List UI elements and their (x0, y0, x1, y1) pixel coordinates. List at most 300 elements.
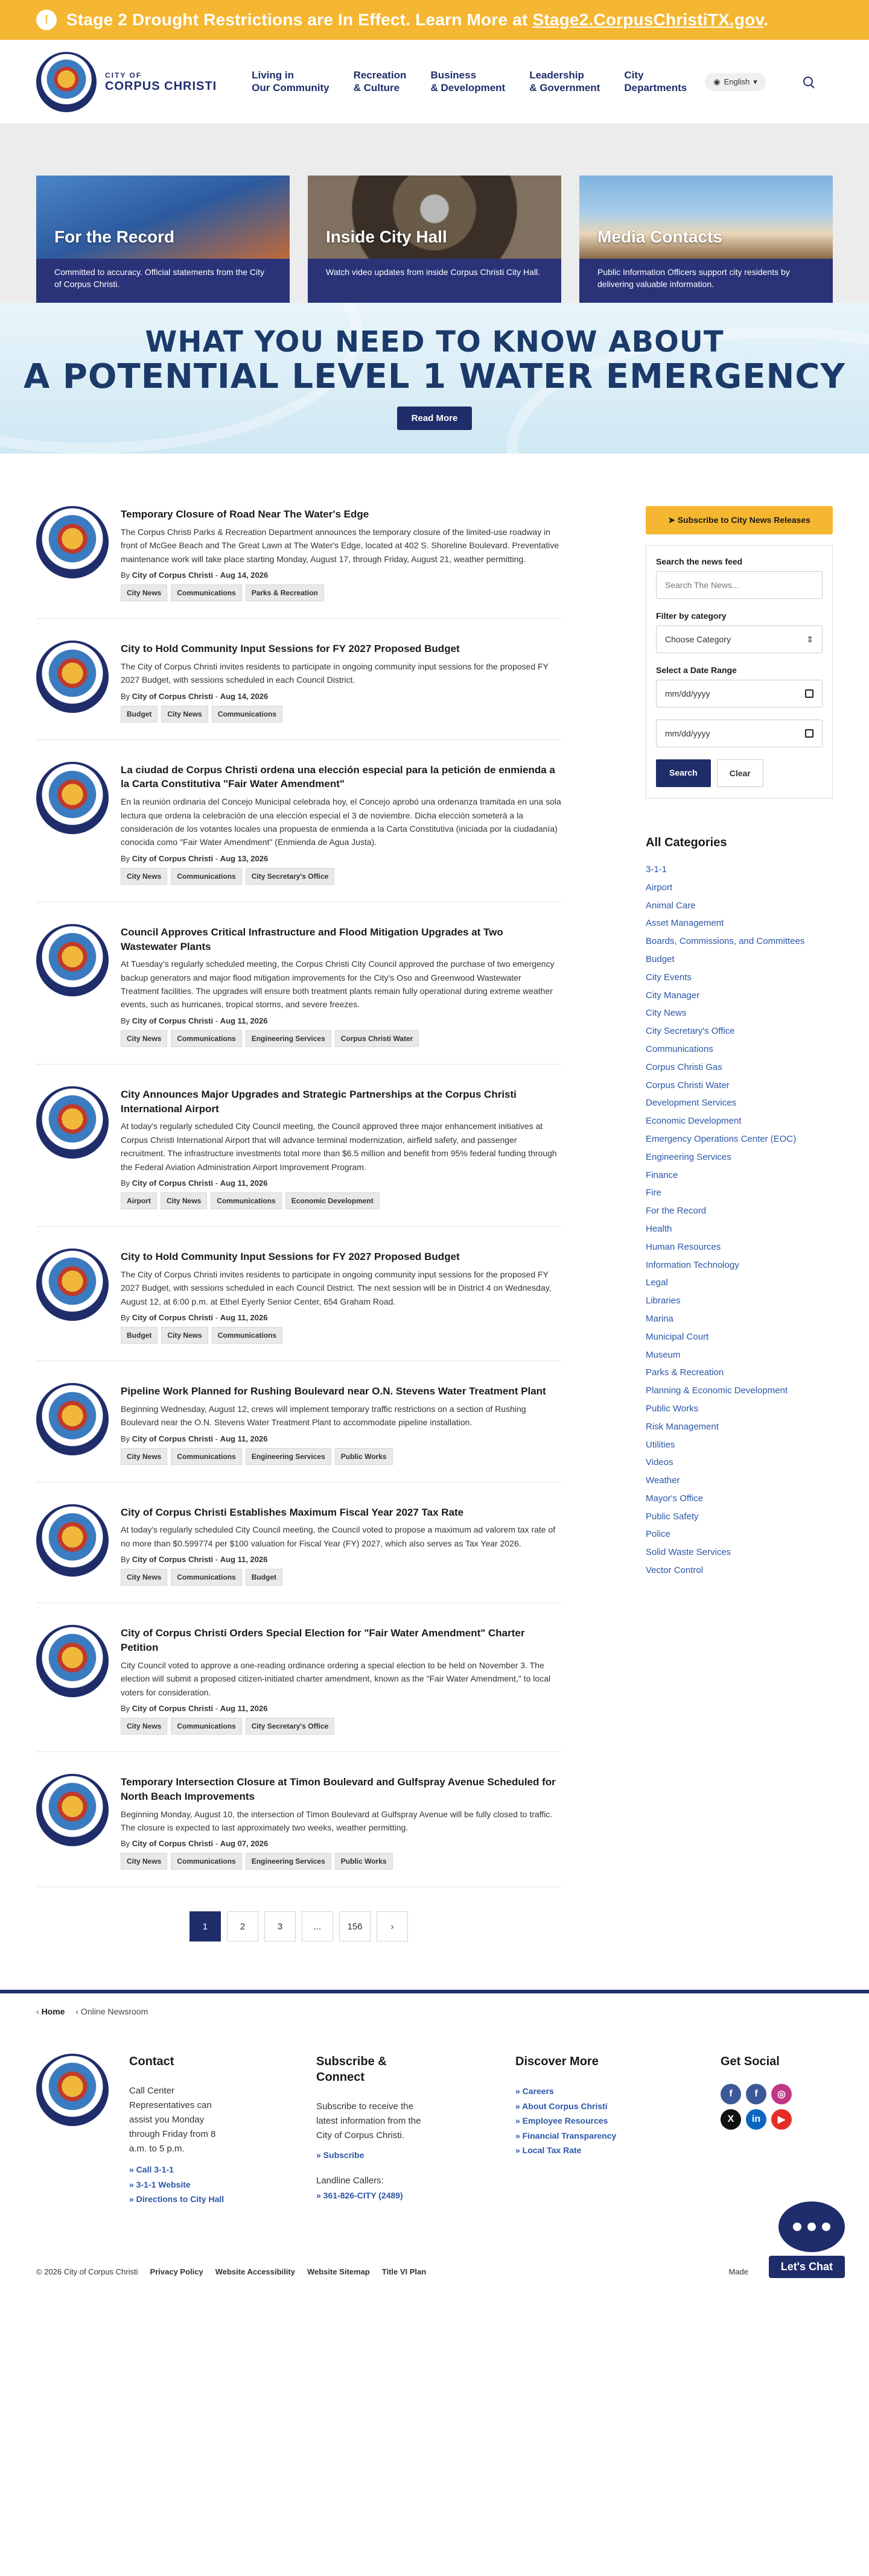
footer-columns (0, 2030, 869, 2207)
article-tag[interactable]: Engineering Services (246, 1448, 331, 1465)
category-link[interactable]: Museum (646, 1349, 681, 1360)
contact-link[interactable]: » 3-1-1 Website (129, 2179, 191, 2189)
news-article (36, 762, 561, 902)
discover-link[interactable]: » Financial Transparency (515, 2130, 617, 2141)
footer-seal-logo (36, 2054, 109, 2126)
category-link[interactable]: Health (646, 1223, 672, 1234)
article-seal-thumbnail[interactable] (36, 641, 109, 713)
landline-text: Landline Callers: (316, 2175, 384, 2186)
page-button[interactable]: 2 (227, 1911, 258, 1941)
category-link[interactable]: Municipal Court (646, 1331, 709, 1342)
footer-social (721, 2054, 805, 2207)
select-arrows-icon: ⇕ (806, 634, 813, 644)
article-tag[interactable]: City News (161, 706, 208, 723)
discover-link[interactable]: » Employee Resources (515, 2116, 608, 2126)
alert-prefix: Stage 2 Drought Restrictions are In Effect. Learn More at (66, 10, 533, 29)
category-link[interactable]: Economic Development (646, 1116, 742, 1127)
article-author: City of Corpus Christi (132, 570, 214, 580)
article-tag[interactable]: Economic Development (285, 1192, 380, 1209)
article-tag[interactable]: Communications (212, 1327, 282, 1344)
article-tag[interactable]: Communications (171, 584, 241, 601)
feature-card-record[interactable] (36, 176, 290, 303)
category-link[interactable]: Utilities (646, 1439, 675, 1450)
feature-title: Media Contacts (597, 227, 722, 246)
category-label: Filter by category (656, 611, 727, 621)
article-separator: - (213, 1839, 220, 1849)
clear-button[interactable]: Clear (717, 759, 763, 787)
article-separator: - (213, 1434, 220, 1443)
article-title[interactable]: Temporary Closure of Road Near The Water's Edge (121, 508, 369, 520)
date-from-input[interactable] (656, 680, 823, 707)
subscribe-button[interactable] (646, 506, 833, 534)
article-meta (121, 1434, 561, 1443)
discover-link[interactable]: » Careers (515, 2086, 554, 2097)
article-tag[interactable]: City Secretary's Office (246, 868, 335, 885)
news-article (36, 1625, 561, 1752)
site-header (0, 40, 869, 124)
logo-text (105, 72, 217, 92)
article-tag[interactable]: City News (161, 1327, 208, 1344)
category-link[interactable]: Solid Waste Services (646, 1547, 731, 1558)
made-text: Made (728, 2267, 748, 2277)
article-seal-thumbnail[interactable] (36, 1248, 109, 1321)
article-tags (121, 706, 561, 723)
article-tag[interactable]: Communications (171, 1448, 241, 1465)
nav-line: Recreation (353, 69, 407, 81)
globe-icon: ◉ (713, 77, 721, 86)
category-link[interactable]: City News (646, 1008, 687, 1019)
next-page-icon[interactable]: › (377, 1911, 408, 1941)
category-link[interactable]: Emergency Operations Center (EOC) (646, 1133, 797, 1144)
article-date: Aug 14, 2026 (220, 691, 269, 701)
article-summary: Beginning Wednesday, August 12, crews will implement temporary traffic restrictions on a section of Rushing Boulevard near the O.N. Stevens Water Treatment Plant to accommodate pipeline installation. (121, 1404, 526, 1428)
alert-bar (0, 0, 869, 40)
main-nav (252, 69, 687, 94)
facebook-icon[interactable]: f (746, 2084, 766, 2104)
article-meta (121, 692, 561, 701)
category-link[interactable]: Public Safety (646, 1511, 699, 1522)
article-tags (121, 1718, 561, 1735)
article-meta (121, 1555, 561, 1564)
article-tags (121, 1030, 561, 1047)
article-tags (121, 584, 561, 601)
legal-link[interactable]: Website Sitemap (307, 2267, 370, 2277)
category-link[interactable]: Police (646, 1529, 670, 1540)
article-separator: - (213, 1312, 220, 1322)
article-author: City of Corpus Christi (132, 853, 214, 863)
date-to-placeholder: mm/dd/yyyy (665, 729, 710, 738)
category-link[interactable]: Engineering Services (646, 1151, 731, 1162)
article-title[interactable]: Pipeline Work Planned for Rushing Boulevard near O.N. Stevens Water Treatment Plant (121, 1385, 546, 1397)
article-body (121, 1774, 561, 1870)
breadcrumb-current[interactable] (75, 2007, 148, 2016)
article-separator: - (213, 853, 220, 863)
contact-text: Call Center Representatives can assist you Monday through Friday from 8 a.m. to 5 p.m. (129, 2086, 216, 2154)
article-separator: - (213, 1016, 220, 1025)
article-summary: The Corpus Christi Parks & Recreation Department announces the temporary closure of the limited-use roadway in front of McGee Beach and The Great Lawn at The Water's Edge, located at 402 S. Shoreline Boulevard. Preventative maintenance work will take place starting Monday, August 17, through Friday, August 21, weather permitting. (121, 527, 559, 564)
category-link[interactable]: Asset Management (646, 918, 724, 929)
read-more-button[interactable]: Read More (397, 407, 473, 430)
article-separator: - (213, 1703, 220, 1713)
category-link[interactable]: Marina (646, 1313, 673, 1324)
category-link[interactable]: Corpus Christi Gas (646, 1062, 722, 1072)
article-by: By (121, 691, 132, 701)
category-link[interactable]: Planning & Economic Development (646, 1385, 788, 1396)
nav-item[interactable] (624, 69, 687, 94)
article-author: City of Corpus Christi (132, 1016, 214, 1025)
language-selector[interactable] (705, 73, 766, 91)
article-tag[interactable]: Budget (121, 706, 158, 723)
youtube-icon[interactable]: ▶ (771, 2109, 792, 2130)
news-article (36, 506, 561, 619)
subscribe-label: Subscribe to City News Releases (677, 515, 810, 525)
nav-line: Living in (252, 69, 294, 81)
article-separator: - (213, 570, 220, 580)
article-title[interactable]: City to Hold Community Input Sessions for FY 2027 Proposed Budget (121, 642, 460, 654)
article-tag[interactable]: Communications (211, 1192, 281, 1209)
category-link[interactable]: Weather (646, 1475, 680, 1486)
contact-title: Contact (129, 2055, 174, 2069)
instagram-icon[interactable]: ◎ (771, 2084, 792, 2104)
category-link[interactable]: Public Works (646, 1403, 699, 1414)
article-seal-thumbnail[interactable] (36, 1774, 109, 1846)
article-title[interactable]: Council Approves Critical Infrastructure and Flood Mitigation Upgrades at Two Wastewater Plants (121, 926, 503, 952)
feature-card-city-hall[interactable] (308, 176, 561, 303)
article-meta (121, 1016, 561, 1025)
article-summary: The City of Corpus Christi invites residents to participate in ongoing community input sessions for the proposed FY 2027 Budget, with sessions scheduled in each Council District. The next session will be in District 4 on Wednesday, August 12, at 6:00 p.m. at Ethel Eyerly Senior Center, 654 Graham Road. (121, 1269, 552, 1306)
date-to-input[interactable] (656, 720, 823, 747)
filter-buttons (656, 759, 823, 787)
article-tag[interactable]: Budget (121, 1327, 158, 1344)
article-title[interactable]: La ciudad de Corpus Christi ordena una elección especial para la petición de enmienda a la Carta Constitutiva "Fair Water Amendment" (121, 764, 555, 790)
article-seal-thumbnail[interactable] (36, 506, 109, 578)
footer-discover (515, 2054, 721, 2207)
article-tag[interactable]: City News (121, 584, 167, 601)
date-label: Select a Date Range (656, 665, 737, 675)
article-meta (121, 1839, 561, 1848)
article-author: City of Corpus Christi (132, 691, 214, 701)
category-link[interactable]: Development Services (646, 1098, 737, 1109)
article-date: Aug 11, 2026 (220, 1555, 268, 1565)
article-author: City of Corpus Christi (132, 1555, 214, 1565)
category-link[interactable]: Communications (646, 1043, 713, 1054)
subscribe-text: Subscribe to receive the latest information from the City of Corpus Christi. (316, 2101, 421, 2141)
search-input[interactable] (656, 571, 823, 599)
category-select[interactable] (656, 625, 823, 653)
feature-image (36, 176, 290, 259)
page-button[interactable]: 3 (264, 1911, 296, 1941)
page-button[interactable]: 156 (339, 1911, 371, 1941)
chevron-left-icon: ‹ (75, 2007, 81, 2017)
article-by: By (121, 570, 132, 580)
category-link[interactable]: Libraries (646, 1296, 681, 1306)
legal-bar (0, 2255, 869, 2289)
article-by: By (121, 1839, 132, 1849)
news-list (36, 506, 561, 1990)
footer-subscribe (316, 2054, 479, 2207)
article-summary: At today's regularly scheduled City Council meeting, the Council voted to propose a maximum ad valorem tax rate of no more than $0.599774 per $100 valuation for Fiscal Year (FY) 2027, which also serves as Tax Year 2026. (121, 1525, 556, 1548)
article-tag[interactable]: City News (121, 1448, 167, 1465)
category-link[interactable]: Information Technology (646, 1259, 739, 1270)
article-body (121, 1383, 561, 1465)
page-button[interactable]: ... (302, 1911, 333, 1941)
article-author: City of Corpus Christi (132, 1179, 214, 1188)
article-title[interactable]: City to Hold Community Input Sessions for FY 2027 Proposed Budget (121, 1251, 460, 1263)
article-by: By (121, 1703, 132, 1713)
feature-title: For the Record (54, 227, 175, 246)
category-link[interactable]: Human Resources (646, 1241, 721, 1252)
article-title[interactable]: Temporary Intersection Closure at Timon Boulevard and Gulfspray Avenue Scheduled for North Beach Improvements (121, 1776, 556, 1802)
news-article (36, 1383, 561, 1483)
nav-line: & Development (430, 81, 506, 93)
article-meta (121, 571, 561, 580)
x-icon[interactable]: X (721, 2109, 741, 2130)
article-tag[interactable]: Communications (171, 1718, 241, 1735)
article-tag[interactable]: Communications (171, 1030, 241, 1047)
news-article (36, 1504, 561, 1604)
article-tag[interactable]: Budget (246, 1569, 282, 1586)
article-title[interactable]: City Announces Major Upgrades and Strategic Partnerships at the Corpus Christi International Airport (121, 1088, 517, 1115)
article-tag[interactable]: City News (121, 1718, 167, 1735)
article-date: Aug 11, 2026 (220, 1434, 268, 1443)
category-link[interactable]: Boards, Commissions, and Committees (646, 936, 805, 947)
article-author: City of Corpus Christi (132, 1839, 214, 1849)
category-link[interactable]: Fire (646, 1188, 661, 1198)
article-tag[interactable]: Airport (121, 1192, 157, 1209)
category-link[interactable]: City Manager (646, 990, 700, 1001)
alert-link[interactable]: Stage2.CorpusChristiTX.gov (532, 10, 764, 29)
news-article (36, 1086, 561, 1227)
article-seal-thumbnail[interactable] (36, 1086, 109, 1159)
article-tag[interactable]: Communications (171, 1853, 241, 1870)
alert-text (66, 10, 768, 30)
nav-item[interactable] (252, 69, 329, 94)
send-icon: ➤ (668, 515, 678, 525)
article-body (121, 762, 561, 885)
category-link[interactable]: Mayor's Office (646, 1493, 704, 1504)
footer-subscribe-link[interactable]: » Subscribe (316, 2150, 364, 2160)
article-author: City of Corpus Christi (132, 1703, 214, 1713)
calendar-icon[interactable] (805, 729, 813, 738)
article-tag[interactable]: Communications (212, 706, 282, 723)
article-body (121, 1248, 561, 1344)
alert-icon: ! (36, 10, 57, 30)
article-separator: - (213, 1179, 220, 1188)
breadcrumb-current-label: Online Newsroom (81, 2007, 148, 2017)
article-separator: - (213, 1555, 220, 1565)
article-tag[interactable]: Corpus Christi Water (335, 1030, 419, 1047)
article-tag[interactable]: City News (161, 1192, 207, 1209)
article-seal-thumbnail[interactable] (36, 1504, 109, 1577)
article-tags (121, 1192, 561, 1209)
article-author: City of Corpus Christi (132, 1312, 214, 1322)
article-date: Aug 07, 2026 (220, 1839, 269, 1849)
category-link[interactable]: Risk Management (646, 1421, 719, 1432)
article-tags (121, 1327, 561, 1344)
legal-link[interactable]: Website Accessibility (215, 2267, 295, 2277)
category-link[interactable]: City Events (646, 972, 692, 983)
article-summary: At today's regularly scheduled City Council meeting, the Council approved three major enhancement initiatives at Corpus Christi International Airport that will advance terminal modernization, airfield safety, and passenger recruitment. The infrastructure investments total more than $6.5 million and benefit from 95% federal funding through the Federal Aviation Administration Airport Improvement Program. (121, 1121, 557, 1172)
category-link[interactable]: Vector Control (646, 1565, 704, 1576)
article-summary: At Tuesday's regularly scheduled meeting, the Corpus Christi City Council approved the purchase of two emergency backup generators and major flood mitigation improvements for the City's Oso and Greenwood Wastewater Treatment facilities. The upgrades will ensure both treatment plants remain fully operational during extreme weather events, such as hurricanes, tropical storms, and severe freezes. (121, 959, 555, 1010)
article-tags (121, 1853, 561, 1870)
article-summary: The City of Corpus Christi invites residents to participate in ongoing community input sessions for the proposed FY 2027 Budget, with sessions scheduled in each Council District. (121, 661, 549, 685)
article-body (121, 641, 561, 723)
chat-label[interactable]: Let's Chat (769, 2256, 845, 2278)
category-link[interactable]: Parks & Recreation (646, 1367, 724, 1378)
article-body (121, 1625, 561, 1735)
nav-item[interactable] (430, 69, 505, 94)
breadcrumb (0, 1993, 869, 2030)
article-date: Aug 11, 2026 (220, 1179, 268, 1188)
landline-link[interactable]: » 361-826-CITY (2489) (316, 2190, 403, 2200)
chevron-down-icon: ▾ (753, 77, 757, 86)
contact-link[interactable]: » Directions to City Hall (129, 2194, 224, 2204)
article-date: Aug 14, 2026 (220, 570, 269, 580)
feature-cards (0, 124, 869, 303)
nav-line: Leadership (529, 69, 584, 81)
banner-line-1: WHAT YOU NEED TO KNOW ABOUT (145, 325, 724, 359)
article-body (121, 1086, 561, 1209)
footer-contact (129, 2054, 268, 2207)
article-title[interactable]: City of Corpus Christi Establishes Maximum Fiscal Year 2027 Tax Rate (121, 1506, 464, 1518)
facebook-icon[interactable]: f (721, 2084, 741, 2104)
article-by: By (121, 1016, 132, 1025)
chat-widget[interactable] (769, 2201, 845, 2278)
subscribe-title: Subscribe & Connect (316, 2055, 387, 2084)
legal-link[interactable]: Title VI Plan (381, 2267, 427, 2277)
category-link[interactable]: Finance (646, 1169, 678, 1180)
banner-line-2: A POTENTIAL LEVEL 1 WATER EMERGENCY (24, 357, 845, 397)
date-from-placeholder: mm/dd/yyyy (665, 689, 710, 698)
contact-link[interactable]: » Call 3-1-1 (129, 2165, 174, 2175)
article-by: By (121, 1555, 132, 1565)
article-meta (121, 1313, 561, 1322)
linkedin-icon[interactable]: in (746, 2109, 766, 2130)
news-article (36, 641, 561, 740)
news-article (36, 1248, 561, 1361)
news-article (36, 924, 561, 1065)
article-date: Aug 13, 2026 (220, 853, 269, 863)
feature-card-media[interactable] (579, 176, 833, 303)
news-filter (646, 545, 833, 799)
article-tag[interactable]: City News (121, 1569, 167, 1586)
article-by: By (121, 1434, 132, 1443)
article-seal-thumbnail[interactable] (36, 1383, 109, 1455)
article-separator: - (213, 691, 220, 701)
article-tags (121, 1569, 561, 1586)
article-tag[interactable]: Communications (171, 868, 241, 885)
article-title[interactable]: City of Corpus Christi Orders Special Election for "Fair Water Amendment" Charter Petition (121, 1627, 525, 1653)
main-content (0, 454, 869, 1990)
social-icons (721, 2084, 805, 2130)
article-seal-thumbnail[interactable] (36, 924, 109, 996)
article-tag[interactable]: City News (121, 868, 167, 885)
search-button[interactable]: Search (656, 759, 711, 787)
calendar-icon[interactable] (805, 689, 813, 698)
nav-line: Business (430, 69, 477, 81)
chevron-left-icon: ‹ (36, 2007, 42, 2017)
category-link[interactable]: Airport (646, 882, 673, 893)
search-icon[interactable] (802, 75, 815, 89)
category-link[interactable]: Corpus Christi Water (646, 1080, 730, 1090)
banner-heading (24, 326, 845, 395)
language-label: English (724, 77, 750, 86)
footer (0, 1990, 869, 2289)
nav-line: City (624, 69, 644, 81)
article-summary: En la reunión ordinaria del Concejo Municipal celebrada hoy, el Concejo aprobó una ordenanza tramitada en una sola lectura que ordena la celebración de una elección especial el 3 de noviembre. Dicha elección someterá a la consideración de los votantes locales una propuesta de enmienda a la Carta Constitutiva (iniciada por la ciudadanía) conocida como "Fair Water Amendment" (Enmienda de Agua Justa). (121, 797, 561, 847)
article-date: Aug 11, 2026 (220, 1312, 268, 1322)
page-button[interactable]: 1 (189, 1911, 221, 1941)
nav-line: Our Community (252, 81, 329, 93)
discover-link[interactable]: » Local Tax Rate (515, 2145, 582, 2156)
article-tag[interactable]: City News (121, 1030, 167, 1047)
site-logo[interactable] (36, 52, 217, 112)
news-article (36, 1774, 561, 1887)
category-link[interactable]: Legal (646, 1277, 668, 1288)
article-tag[interactable]: City Secretary's Office (246, 1718, 335, 1735)
article-summary: Beginning Monday, August 10, the intersection of Timon Boulevard at Gulfspray Avenue will be fully closed to traffic. The closure is expected to last approximately two weeks, weather permitting. (121, 1809, 553, 1832)
legal-link[interactable]: Privacy Policy (150, 2267, 203, 2277)
nav-line: & Government (529, 81, 600, 93)
logo-big: CORPUS CHRISTI (105, 79, 217, 93)
article-by: By (121, 1312, 132, 1322)
article-body (121, 924, 561, 1047)
nav-item[interactable] (354, 69, 407, 94)
article-seal-thumbnail[interactable] (36, 1625, 109, 1697)
article-tag[interactable]: City News (121, 1853, 167, 1870)
sidebar (646, 506, 833, 1990)
category-link[interactable]: City Secretary's Office (646, 1026, 735, 1037)
article-body (121, 1504, 561, 1586)
category-link[interactable]: For the Record (646, 1206, 707, 1217)
article-author: City of Corpus Christi (132, 1434, 214, 1443)
article-by: By (121, 853, 132, 863)
feature-desc: Public Information Officers support city residents by delivering valuable information. (579, 259, 833, 303)
copyright: © 2026 City of Corpus Christi (36, 2267, 138, 2277)
article-date: Aug 11, 2026 (220, 1016, 268, 1025)
chat-bubble-icon[interactable] (778, 2201, 845, 2252)
article-tag[interactable]: Parks & Recreation (246, 584, 324, 601)
feature-image (308, 176, 561, 259)
breadcrumb-home[interactable] (36, 2007, 65, 2016)
social-title: Get Social (721, 2055, 780, 2069)
feature-title: Inside City Hall (326, 227, 447, 246)
logo-small: CITY OF (105, 71, 142, 80)
category-link[interactable]: 3-1-1 (646, 864, 667, 875)
article-tag[interactable]: Public Works (335, 1448, 393, 1465)
search-label: Search the news feed (656, 557, 743, 566)
article-tag[interactable]: Engineering Services (246, 1853, 331, 1870)
category-link[interactable]: Videos (646, 1457, 673, 1468)
breadcrumb-home-label: Home (41, 2007, 65, 2017)
city-seal-logo (36, 52, 97, 112)
category-value: Choose Category (665, 635, 731, 644)
category-link[interactable]: Budget (646, 954, 675, 964)
article-tag[interactable]: Public Works (335, 1853, 393, 1870)
article-seal-thumbnail[interactable] (36, 762, 109, 834)
article-tag[interactable]: Communications (171, 1569, 241, 1586)
categories-title: All Categories (646, 836, 727, 849)
pagination (36, 1911, 561, 1941)
article-tag[interactable]: Engineering Services (246, 1030, 331, 1047)
discover-link[interactable]: » About Corpus Christi (515, 2101, 608, 2111)
category-link[interactable]: Animal Care (646, 900, 696, 911)
article-summary: City Council voted to approve a one-reading ordinance ordering a special election to be held on November 3. The election will submit a proposed citizen-initiated charter amendment, known as the "Fair Water Amendment," to local voters for consideration. (121, 1660, 551, 1697)
nav-line: & Culture (353, 81, 400, 93)
nav-item[interactable] (529, 69, 600, 94)
discover-title: Discover More (515, 2055, 599, 2069)
